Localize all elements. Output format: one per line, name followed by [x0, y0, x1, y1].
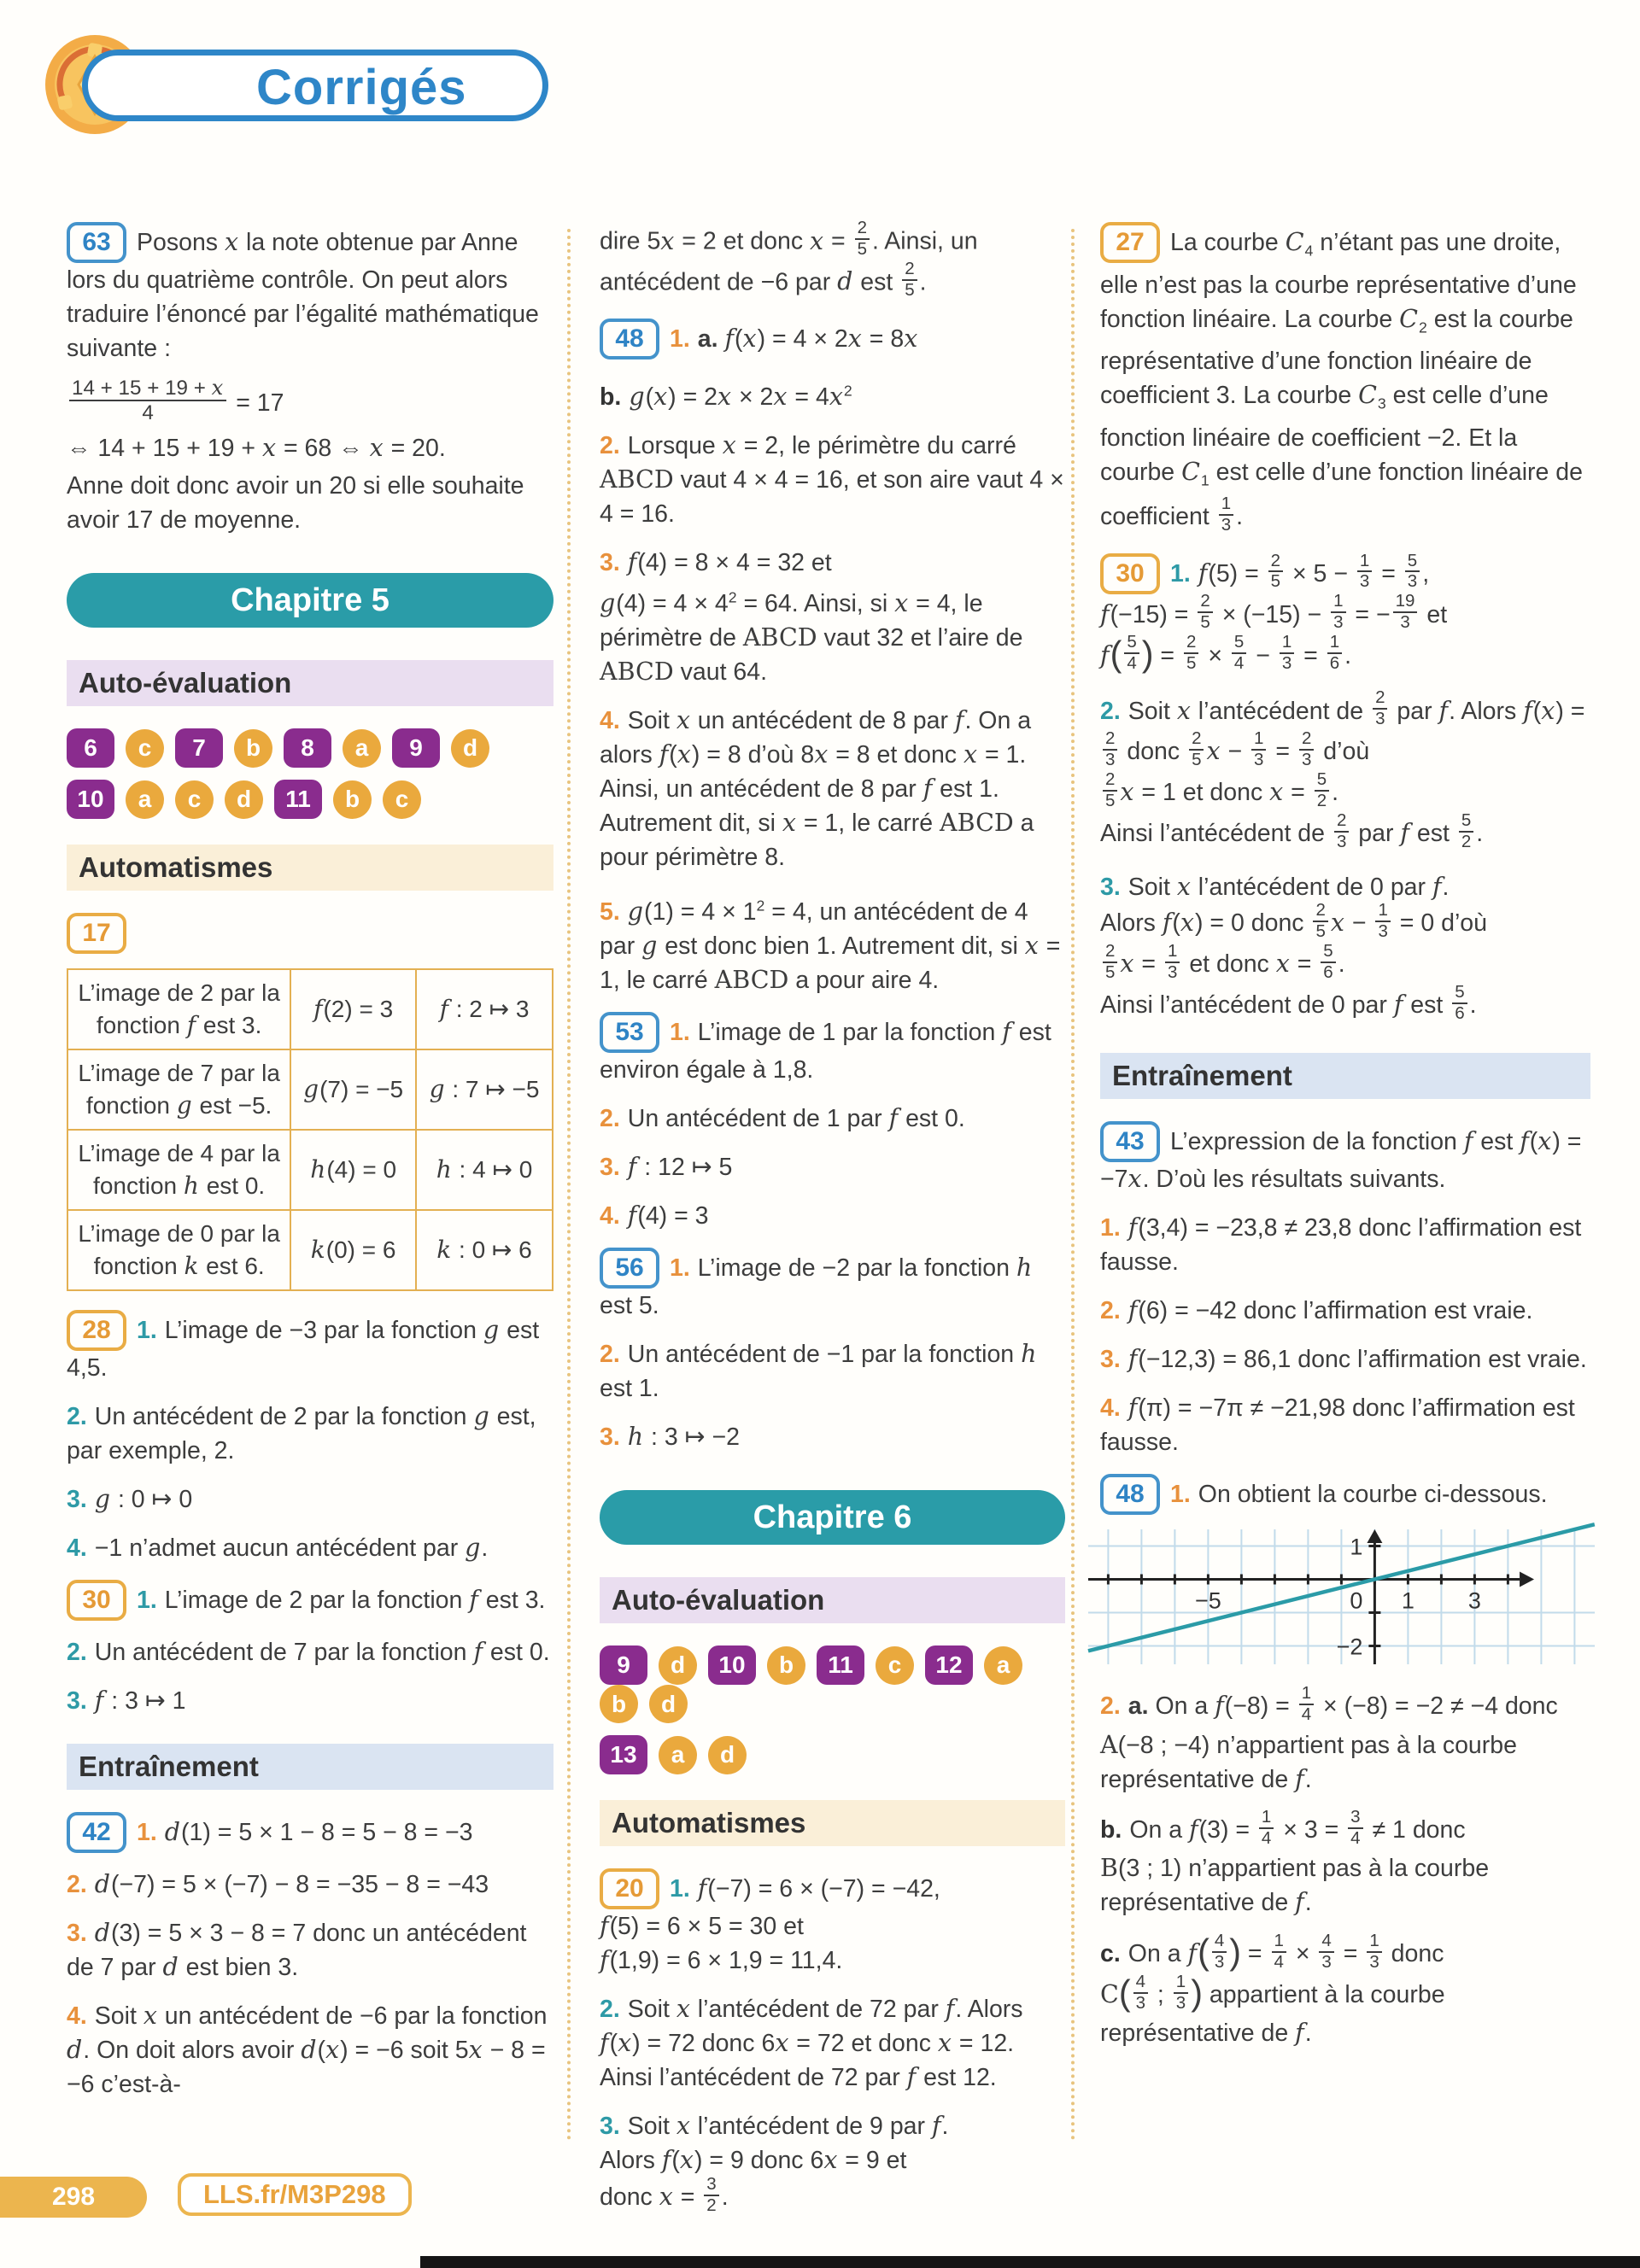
item-number: 1. — [670, 1019, 690, 1047]
solution-paragraph — [1100, 222, 1590, 539]
solution-paragraph — [67, 1868, 554, 1902]
answer-letter-chip: b — [600, 1685, 638, 1723]
axis-tick-label: 0 — [1350, 1587, 1363, 1614]
item-number: 3. — [600, 2113, 620, 2141]
solution-text: Un antécédent de 2 par la fonction g est, par exemple, 2. — [67, 1402, 536, 1465]
item-number: 1. — [670, 1254, 690, 1283]
solution-text: $g(1) = 4 \times 1^2 = 4$, un antécédent de 4 par g est donc bien 1. Autrement dit, si x = 1, le carré ABCD a pour aire 4. — [600, 897, 1061, 995]
table-row — [67, 1210, 553, 1290]
item-number: b. — [1100, 1816, 1122, 1844]
item-number: 3. — [67, 1687, 87, 1716]
axis-tick-label: 3 — [1467, 1587, 1481, 1614]
solution-paragraph — [600, 1868, 1065, 1978]
solution-paragraph — [600, 1199, 1065, 1233]
exercise-block — [600, 319, 1065, 998]
solution-text: Soit x l’antécédent de 9 par f. Alors f(x) = 9 donc 6x = 9 et donc x = $\frac{3}{2}$ . — [600, 2112, 949, 2215]
item-number: b. — [600, 383, 622, 412]
exercise-number-badge: 17 — [67, 913, 126, 954]
solution-paragraph — [600, 374, 1065, 415]
item-number: 1. — [670, 1875, 690, 1903]
solution-text: d(1) = 5 × 1 − 8 = 5 − 8 = −3 — [164, 1818, 473, 1847]
solution-paragraph — [1100, 1294, 1590, 1328]
exercise-number-badge: 20 — [600, 1868, 659, 1909]
axis-tick-label: 1 — [1401, 1587, 1414, 1614]
solution-text: $\frac{14 + 15 + 19 + x}{4}$ = 17 — [67, 389, 284, 417]
solution-paragraph — [1100, 1211, 1590, 1279]
statement-cell: L’image de 2 par la fonction f est 3. — [67, 969, 290, 1049]
solution-paragraph — [67, 1310, 554, 1385]
answer-letter-chip: d — [451, 729, 489, 768]
solution-text: On obtient la courbe ci-dessous. — [1198, 1480, 1548, 1508]
item-number: 2. — [1100, 1296, 1121, 1324]
exercise-block — [1100, 1474, 1590, 1515]
answers-table — [67, 968, 554, 1291]
item-number: 1. — [670, 324, 690, 353]
item-number: 2. — [600, 432, 620, 460]
item-number: 5. — [600, 898, 620, 926]
answer-chip-row — [600, 1735, 1065, 1774]
solution-text: a. On a f(−8) = $\frac{1}{4}$ × (−8) = −2 ≠ −4 donc A(−8 ; −4) n’appartient pas à la courbe représentative de f. — [1100, 1682, 1558, 1793]
notation-cell: f(2) = 3 — [290, 969, 416, 1049]
column-3 — [1100, 222, 1590, 2160]
exercise-badge-line — [67, 913, 554, 954]
column-1 — [67, 222, 554, 2160]
answer-letter-chip: c — [876, 1646, 914, 1685]
solution-text: f(5) = $\frac{2}{5}$ × 5 − $\frac{1}{3}$ = $\frac{5}{3}$ , f(−15) = $\frac{2}{5}$ × (−15) − $\frac{1}{3}$ = − $\frac{19}{3}$ et f( $\frac{5}{4}$ ) = $\frac{2}{5}$ × $\frac{5}{4}$ − $\frac{1}{3}$ = $\frac{1}{6}$ . — [1100, 550, 1448, 674]
question-number-chip: 9 — [392, 728, 440, 768]
notation-cell: g(7) = −5 — [290, 1049, 416, 1130]
solution-paragraph — [67, 375, 554, 428]
exercise-block — [1100, 1121, 1590, 1459]
exercise-number-badge: 28 — [67, 1310, 126, 1351]
item-number: 3. — [67, 1920, 87, 1948]
notation-cell: h(4) = 0 — [290, 1130, 416, 1210]
answer-letter-chip: b — [333, 780, 372, 819]
solution-paragraph — [67, 1580, 554, 1621]
column-2 — [600, 218, 1065, 2215]
answer-letter-chip: c — [383, 780, 421, 819]
solution-paragraph — [1100, 1342, 1590, 1377]
answer-letter-chip: c — [175, 780, 214, 819]
solution-paragraph — [600, 1102, 1065, 1136]
item-number: 4. — [600, 706, 620, 734]
item-number: c. — [1100, 1939, 1121, 1967]
item-number: 2. — [67, 1403, 87, 1431]
item-number: 3. — [1100, 873, 1121, 901]
exercise-block — [600, 1012, 1065, 1233]
solution-paragraph — [600, 2109, 1065, 2218]
item-number: 4. — [67, 2002, 87, 2031]
exercise-block — [1100, 550, 1590, 1027]
solution-text: g : 0 ↦ 0 — [94, 1485, 193, 1514]
answer-letter-chip: d — [659, 1646, 697, 1685]
axis-tick-label: −5 — [1195, 1587, 1221, 1614]
item-number: 2. — [67, 1871, 87, 1899]
solution-text: L’image de 1 par la fonction f est environ égale à 1,8. — [600, 1018, 1051, 1084]
solution-text: f(4) = 3 — [627, 1201, 709, 1230]
item-number: 1. — [137, 1317, 157, 1345]
table-row — [67, 1130, 553, 1210]
solution-text: Soit x l’antécédent de 72 par f. Alors f(x) = 72 donc 6x = 72 et donc x = 12. Ainsi l’antécédent de 72 par f est 12. — [600, 1995, 1023, 2092]
question-number-chip: 7 — [175, 728, 223, 768]
axis-tick-label: −2 — [1336, 1634, 1363, 1660]
solution-text: −1 n’admet aucun antécédent par g. — [94, 1534, 489, 1563]
column-divider — [567, 229, 571, 2142]
solution-paragraph — [67, 431, 554, 465]
solution-text: L’expression de la fonction f est f(x) = −7x. D’où les résultats suivants. — [1100, 1126, 1582, 1193]
answer-letter-chip: a — [984, 1646, 1022, 1685]
item-number: 3. — [600, 1154, 620, 1182]
answer-letter-chip: b — [767, 1646, 805, 1685]
solution-paragraph — [67, 1916, 554, 1984]
solution-text: $g(x) = 2x \times 2x = 4x^2$ — [629, 382, 852, 412]
solution-text: d(−7) = 5 × (−7) − 8 = −35 − 8 = −43 — [94, 1870, 489, 1899]
solution-text: f : 3 ↦ 1 — [94, 1686, 186, 1716]
solution-paragraph — [600, 319, 1065, 359]
solution-paragraph — [1100, 1121, 1590, 1196]
item-number: 1. — [1170, 559, 1191, 587]
solution-text: h : 3 ↦ −2 — [627, 1423, 740, 1452]
exercise-block — [67, 1580, 554, 1718]
exercise-number-badge: 27 — [1100, 222, 1160, 263]
solution-text: f(3,4) = −23,8 ≠ 23,8 donc l’affirmation est fausse. — [1100, 1213, 1582, 1276]
section-band: Auto-évaluation — [67, 660, 554, 706]
answer-letter-chip: a — [659, 1736, 697, 1774]
solution-text: L’image de −2 par la fonction h est 5. — [600, 1254, 1033, 1320]
solution-paragraph — [67, 1400, 554, 1468]
item-number: 3. — [1100, 1345, 1121, 1373]
chapter-banner: Chapitre 6 — [600, 1490, 1065, 1545]
exercise-number-badge: 42 — [67, 1812, 126, 1853]
solution-paragraph — [600, 889, 1065, 998]
solution-text: Lorsque x = 2, le périmètre du carré ABCD vaut 4 × 4 = 16, et son aire vaut 4 × 4 = 16. — [600, 431, 1064, 529]
answer-letter-chip: d — [708, 1736, 747, 1774]
item-number: 4. — [600, 1202, 620, 1230]
solution-paragraph — [600, 1337, 1065, 1406]
question-number-chip: 6 — [67, 728, 114, 768]
item-number: 1. — [1100, 1213, 1121, 1242]
exercise-block — [1100, 1682, 1590, 2051]
item-number: 2. — [600, 1105, 620, 1133]
exercise-block — [67, 913, 554, 954]
exercise-number-badge: 53 — [600, 1012, 659, 1053]
solution-text: f(π) = −7π ≠ −21,98 donc l’affirmation est fausse. — [1100, 1393, 1575, 1456]
solution-text: Soit x l’antécédent de $\frac{2}{3}$ par f. Alors f(x) = $\frac{2}{3}$ donc $\frac{2}{5}$ x − $\frac{1}{3}$ = $\frac{2}{3}$ d’où $\frac{2}{5}$ x = 1 et donc x = $\frac{5}{2}$ . Ainsi l’antécédent de $\frac{2}{3}$ par f est $\frac{5}{2}$ . — [1100, 687, 1585, 852]
solution-paragraph — [600, 546, 1065, 689]
exercise-block — [600, 1868, 1065, 2218]
question-number-chip: 8 — [284, 728, 331, 768]
solution-paragraph — [67, 1999, 554, 2101]
solution-text: f : 12 ↦ 5 — [627, 1153, 733, 1182]
chapter-banner: Chapitre 5 — [67, 573, 554, 628]
page-title: Corrigés — [256, 59, 467, 115]
answer-letter-chip: d — [225, 780, 263, 819]
solution-paragraph — [600, 429, 1065, 531]
solution-text: Anne doit donc avoir un 20 si elle souhaite avoir 17 de moyenne. — [67, 472, 524, 535]
notation-cell: g : 7 ↦ −5 — [416, 1049, 553, 1130]
solution-text: f(−7) = 6 × (−7) = −42, f(5) = 6 × 5 = 30 et f(1,9) = 6 × 1,9 = 11,4. — [600, 1874, 940, 1975]
solution-text: d(3) = 5 × 3 − 8 = 7 donc un antécédent de 7 par d est bien 3. — [67, 1919, 527, 1982]
solution-paragraph — [67, 1482, 554, 1517]
solution-paragraph — [1100, 1930, 1590, 2050]
statement-cell: L’image de 0 par la fonction k est 6. — [67, 1210, 290, 1290]
answer-chip-row — [67, 728, 554, 768]
solution-paragraph — [67, 222, 554, 365]
question-number-chip: 11 — [817, 1645, 864, 1685]
section-band: Entraînement — [1100, 1053, 1590, 1099]
exercise-block — [1100, 222, 1590, 539]
answer-chip-row — [67, 780, 554, 819]
solution-paragraph — [600, 1992, 1065, 2095]
solution-text: Soit x un antécédent de −6 par la fonction d. On doit alors avoir d(x) = −6 soit 5x − 8 = −6 c’est-à- — [67, 2002, 548, 2099]
solution-paragraph — [67, 1531, 554, 1565]
solution-text: Soit x l’antécédent de 0 par f. Alors f(x) = 0 donc $\frac{2}{5}$ x − $\frac{1}{3}$ = 0 d’où $\frac{2}{5}$ x = $\frac{1}{3}$ et donc x = $\frac{5}{6}$ . Ainsi l’antécédent de 0 par f est $\frac{5}{6}$ . — [1100, 872, 1488, 1023]
answer-letter-chip: a — [126, 780, 164, 819]
exercise-number-badge: 43 — [1100, 1121, 1160, 1162]
solution-text: La courbe $C_4$ n’étant pas une droite, elle n’est pas la courbe représentative d’une fonction linéaire. La courbe $C_2$ est la courbe représentative d’une fonction linéaire de coefficient 3. La courbe $C_3$ est celle d’une fonction linéaire de coefficient −2. Et la courbe $C_1$ est celle d’une fonction linéaire de coefficient $\frac{1}{3}$ . — [1100, 228, 1583, 535]
solution-paragraph — [67, 1635, 554, 1669]
notation-cell: k(0) = 6 — [290, 1210, 416, 1290]
answer-letter-chip: b — [234, 729, 272, 768]
exercise-block — [67, 1812, 554, 2101]
section-band: Automatismes — [67, 845, 554, 891]
solution-paragraph — [600, 1248, 1065, 1323]
solution-paragraph — [1100, 1806, 1590, 1920]
axis-tick-label: 1 — [1350, 1534, 1363, 1560]
solution-text: a. f(x) = 4 × 2x = 8x — [697, 324, 918, 353]
section-band: Auto-évaluation — [600, 1577, 1065, 1623]
item-number: 3. — [67, 1486, 87, 1514]
exercise-number-badge: 48 — [600, 319, 659, 359]
solution-paragraph — [67, 1684, 554, 1718]
solution-text: L’image de −3 par la fonction g est 4,5. — [67, 1316, 540, 1382]
solution-paragraph — [1100, 1391, 1590, 1459]
solution-paragraph — [1100, 870, 1590, 1027]
solution-text: f(6) = −42 donc l’affirmation est vraie. — [1128, 1295, 1533, 1324]
notation-cell: k : 0 ↦ 6 — [416, 1210, 553, 1290]
question-number-chip: 9 — [600, 1645, 647, 1685]
solution-text: On a f( $\frac{4}{3}$ ) = $\frac{1}{4}$ × $\frac{4}{3}$ = $\frac{1}{3}$ donc C( $\frac{4}{3}$ ; $\frac{1}{3}$ ) appartient à la courbe représentative de f. — [1100, 1930, 1445, 2048]
solution-text: ⇔ 14 + 15 + 19 + x = 68 ⇔ x = 20. — [67, 434, 446, 463]
item-number: 1. — [137, 1587, 157, 1615]
solution-paragraph — [1100, 550, 1590, 677]
item-number: 1. — [137, 1819, 157, 1847]
item-number: 2. — [1100, 697, 1121, 725]
solution-paragraph — [600, 1012, 1065, 1087]
answer-letter-chip: a — [343, 729, 381, 768]
graph-svg — [1088, 1529, 1595, 1664]
item-number: 3. — [600, 1423, 620, 1452]
question-number-chip: 10 — [708, 1645, 756, 1685]
answer-letter-chip: d — [649, 1685, 688, 1723]
statement-cell: L’image de 4 par la fonction h est 0. — [67, 1130, 290, 1210]
book-edge-strip — [420, 2256, 1640, 2268]
solution-paragraph — [600, 704, 1065, 874]
exercise-block — [67, 1310, 554, 1565]
solution-paragraph — [1100, 1474, 1590, 1515]
section-band: Entraînement — [67, 1744, 554, 1790]
auto-evaluation-answers — [67, 728, 554, 819]
exercise-block — [600, 1248, 1065, 1454]
item-number: 2. — [600, 1341, 620, 1369]
solution-text: f(−12,3) = 86,1 donc l’affirmation est vraie. — [1128, 1344, 1587, 1373]
exercise-number-badge: 48 — [1100, 1474, 1160, 1515]
solution-paragraph — [600, 1150, 1065, 1184]
solution-paragraph — [67, 469, 554, 537]
companion-link-badge[interactable]: LLS.fr/M3P298 — [178, 2173, 412, 2216]
question-number-chip: 12 — [925, 1645, 973, 1685]
solution-text: Soit x un antécédent de 8 par f. On a alors f(x) = 8 d’où 8x = 8 et donc x = 1. Ainsi, un antécédent de 8 par f est 1. Autrement dit, si x = 1, le carré ABCD a pour périmètre 8. — [600, 705, 1034, 871]
item-number: 4. — [67, 1534, 87, 1563]
exercise-number-badge: 30 — [67, 1580, 126, 1621]
auto-evaluation-answers — [600, 1645, 1065, 1774]
notation-cell: h : 4 ↦ 0 — [416, 1130, 553, 1210]
column-divider — [1071, 229, 1075, 2142]
solution-text: L’image de 2 par la fonction f est 3. — [164, 1586, 546, 1615]
solution-text: f(4) = 8 × 4 = 32 et $g(4) = 4 \times 4^2 = 64$. Ainsi, si x = 4, le périmètre de ABCD vaut 32 et l’aire de ABCD vaut 64. — [600, 548, 1023, 686]
exercise-number-badge: 63 — [67, 222, 126, 263]
notation-cell: f : 2 ↦ 3 — [416, 969, 553, 1049]
solution-paragraph — [1100, 687, 1590, 856]
exercise-number-badge: 56 — [600, 1248, 659, 1289]
answer-letter-chip: c — [126, 729, 164, 768]
function-graph — [1088, 1529, 1590, 1674]
item-number: 2. — [600, 1996, 620, 2024]
exercise-number-badge: 30 — [1100, 553, 1160, 594]
section-band: Automatismes — [600, 1800, 1065, 1846]
exercise-block — [67, 222, 554, 537]
solution-text: Un antécédent de 7 par la fonction f est 0. — [94, 1638, 550, 1667]
item-number: 1. — [1170, 1480, 1191, 1508]
solution-text: On a f(3) = $\frac{1}{4}$ × 3 = $\frac{3}{4}$ ≠ 1 donc B(3 ; 1) n’appartient pas à la courbe représentative de f. — [1100, 1806, 1490, 1917]
solution-paragraph — [67, 1812, 554, 1853]
solution-paragraph — [600, 1420, 1065, 1454]
solution-text: Un antécédent de 1 par f est 0. — [627, 1104, 965, 1133]
question-number-chip: 13 — [600, 1735, 647, 1774]
continuation-paragraph: dire 5x = 2 et donc x = $\frac{2}{5}$ . Ainsi, un antécédent de −6 par d est $\frac{2}{5}$ . — [600, 218, 978, 301]
answer-chip-row — [600, 1645, 1065, 1723]
table-row — [67, 969, 553, 1049]
item-number: 3. — [600, 549, 620, 577]
question-number-chip: 11 — [274, 780, 322, 819]
item-number: 2. — [67, 1639, 87, 1667]
solution-text: Un antécédent de −1 par la fonction h est 1. — [600, 1340, 1037, 1403]
solution-paragraph — [1100, 1682, 1590, 1797]
statement-cell: L’image de 7 par la fonction g est −5. — [67, 1049, 290, 1130]
table-row — [67, 1049, 553, 1130]
solution-text: Posons x la note obtenue par Anne lors du quatrième contrôle. On peut alors traduire l’énoncé par l’égalité mathématique suivante : — [67, 228, 539, 362]
item-number: 2. — [1100, 1692, 1121, 1721]
question-number-chip: 10 — [67, 780, 114, 819]
item-number: 4. — [1100, 1394, 1121, 1422]
page-number-badge: 298 — [0, 2177, 147, 2218]
